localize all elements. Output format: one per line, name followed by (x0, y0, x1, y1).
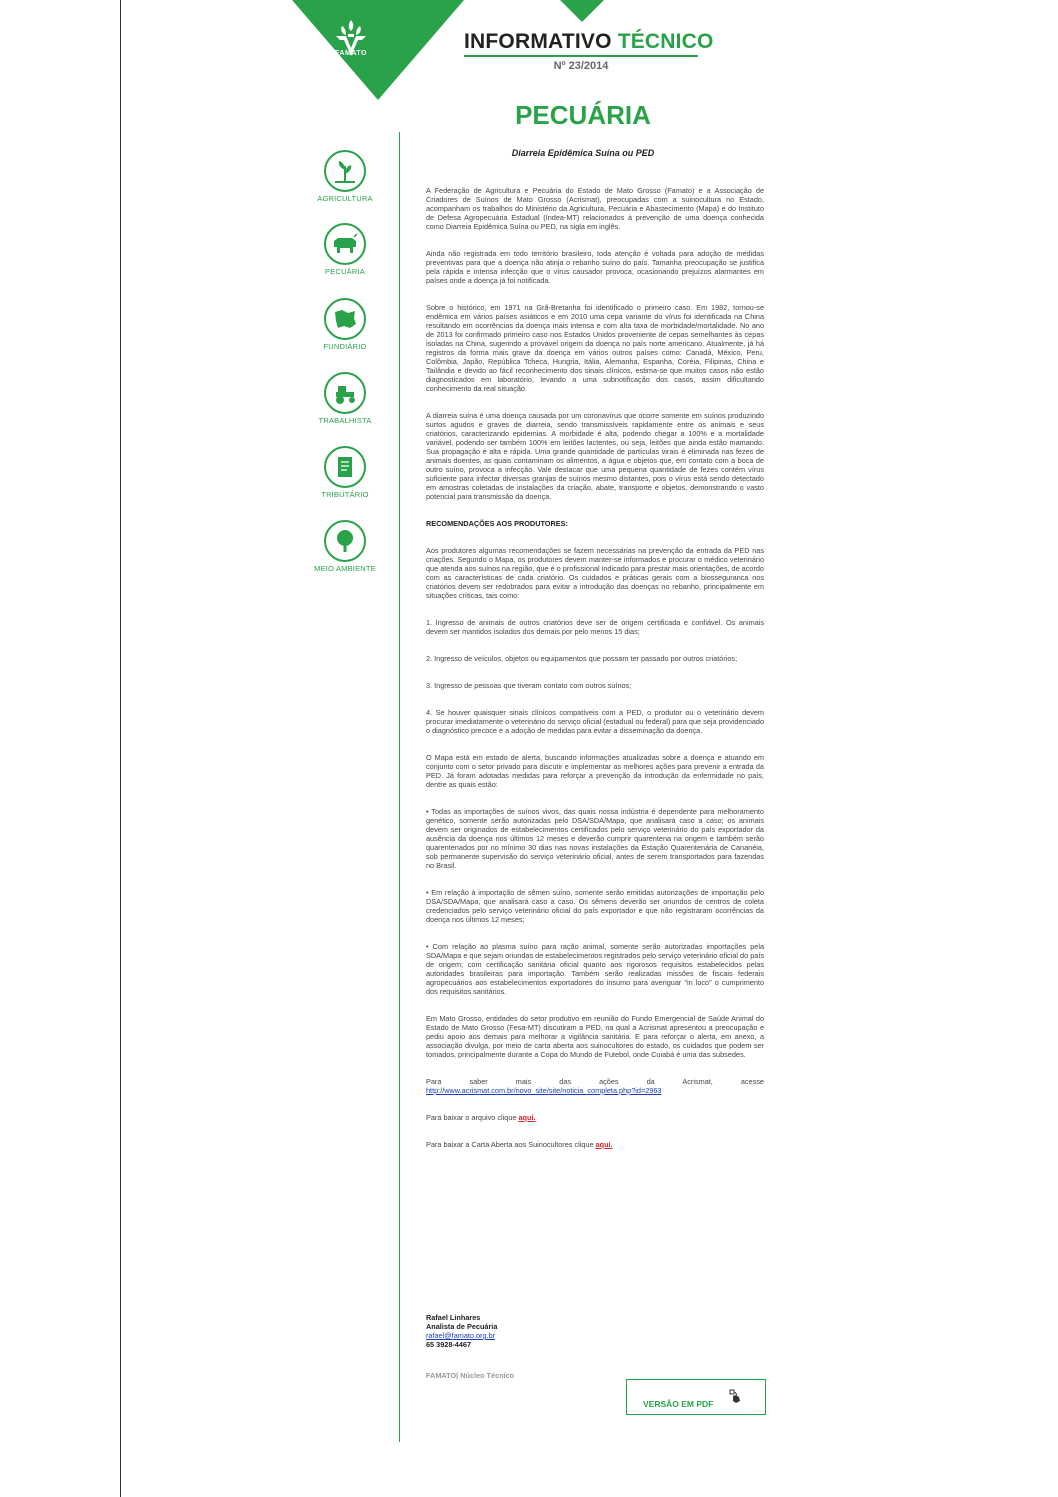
pdf-hand-icon (727, 1388, 743, 1404)
paragraph: O Mapa está em estado de alerta, buscando informações atualizadas sobre a doença e atuando em conjunto com o setor privado para discutir e implementar as melhores ações para prevenir a entrada da PED. Já foram adotadas medidas para reforçar a prevenção da introdução da enfermidade no país, dentre as quais estão: (426, 753, 764, 789)
list-item: 3. Ingresso de pessoas que tiveram contato com outros suínos; (426, 681, 632, 690)
sidebar-item-fundiario[interactable] (310, 298, 380, 351)
signature-block (426, 1313, 764, 1349)
article-body (426, 186, 764, 1167)
download-line (426, 1113, 764, 1122)
newsletter-title (464, 30, 714, 54)
author-role: Analista de Pecuária (426, 1322, 498, 1331)
paragraph: A diarreia suína é uma doença causada por um coronavírus que ocorre somente em suínos produzindo surtos agudos e graves de diarreia, sendo transmissíveis rapidamente entre os animais e seus criatórios, caracterizando epidemias. A morbidade é alta, podendo chegar a 100% e a mortalidade variável, podendo ser também 100% em leitões lactentes, ou seja, leitões que ainda estão mamando. Sua propagação é alta e rápida. Uma grande quantidade de partículas virais é eliminada nas fezes de animais doentes, as quais contaminam os alimentos, a água e objetos que, em contato com a boca de outro suíno, provoca a infecção. Vale destacar que uma pequena quantidade de fezes contém vírus suficiente para infectar diversas granjas de suínos mesmo distantes, pois o vírus está sendo detectado em amostras coletadas de instalações da criação, abate, transporte e objetos, demonstrando o vasto potencial para transmissão da doença. (426, 411, 764, 501)
page-left-border (120, 0, 121, 1497)
list-item: 4. Se houver quaisquer sinais clínicos compatíveis com a PED, o produtor ou o veterinário devem procurar imediatamente o veterinário do serviço oficial (estadual ou federal) para que seja providenciado o diagnóstico precoce e a adoção de medidas para evitar a disseminação da doença. (426, 708, 764, 735)
title-part2: TÉCNICO (617, 30, 714, 53)
content-divider (399, 132, 400, 1442)
bullet-item: • Todas as importações de suínos vivos, das quais nossa indústria é dependente para melhoramento genético, somente serão autorizadas pelo DSA/SDA/Mapa, que analisará caso a caso; os animais devem ser originados de estabelecimentos certificados pelo serviço veterinário do país exportador da ausência da doença nos últimos 12 meses e deverão cumprir quarentena na origem e também serão quarentenados por no mínimo 30 dias nas novas instalações da Estação Quarentenária de Cananéia, sob permanente supervisão do serviço veterinário oficial, antes de serem transportados para fazendas no Brasil. (426, 807, 764, 870)
sidebar-item-tributario[interactable] (310, 446, 380, 499)
download-letter-link[interactable]: aqui. (595, 1140, 613, 1149)
sidebar-item-label: PECUÁRIA (325, 267, 365, 276)
list-item: 1. Ingresso de animais de outros criatórios deve ser de origem certificada e confiável. Os animais devem ser mantidos isolados dos demais por pelo menos 15 dias; (426, 618, 764, 636)
download-line (426, 1140, 764, 1149)
bullet-item: • Em relação à importação de sêmen suíno, somente serão emitidas autorizações de importação pelo DSA/SDA/Mapa, que analisará caso a caso. Os sêmens deverão ser oriundos de centros de coleta credenciados pelo serviço veterinário oficial do país exportador e que não registraram ocorrências da doença nos últimos 12 meses; (426, 888, 764, 924)
author-email-link[interactable]: rafael@famato.org.br (426, 1331, 496, 1340)
article-subtitle: Diarreia Epidêmica Suína ou PED (511, 148, 655, 158)
sidebar-item-label: MEIO AMBIENTE (314, 564, 376, 573)
sidebar-item-label: TRIBUTÁRIO (321, 490, 369, 499)
sidebar-item-label: TRABALHISTA (318, 416, 372, 425)
paragraph: Em Mato Grosso, entidades do setor produtivo em reunião do Fundo Emergencial de Saúde Animal do Estado de Mato Grosso (Fesa-MT) discutiram a PED, na qual a Acrismat apresentou a preocupação e pediu apoio aos demais para melhorar a vigilância sanitária. E para reforçar o alerta, em anexo, a associação divulga, por meio de carta aberta aos suinocultores do estado, os cuidados que podem ser tomados, principalmente durante a Copa do Mundo de Futebol, onde Cuiabá é uma das subsedes. (426, 1014, 764, 1059)
acrismat-link[interactable]: http://www.acrismat.com.br/novo_site/site/noticia_completa.php?id=2963 (426, 1086, 662, 1095)
issue-number: Nº 23/2014 (553, 60, 609, 72)
sidebar-item-label: FUNDIÁRIO (323, 342, 367, 351)
paragraph: Ainda não registrada em todo território brasileiro, toda atenção é voltada para adoção de medidas preventivas para que a doença não atinja o rebanho suíno do país. Tamanha preocupação se justifica pela rápida e intensa infecção que o vírus causador provoca, ocasionando prejuízos alarmantes em países onde a doença já foi notificada. (426, 249, 764, 285)
sidebar-item-pecuaria[interactable] (310, 223, 380, 276)
tree-icon (324, 520, 366, 562)
document-icon (324, 446, 366, 488)
footer-note: FAMATO| Núcleo Técnico (426, 1371, 515, 1380)
map-icon (324, 298, 366, 340)
sidebar-item-trabalhista[interactable] (310, 372, 380, 425)
download-text: Para baixar a Carta Aberta aos Suinocultores clique (426, 1140, 594, 1149)
bullet-item: • Com relação ao plasma suíno para ração animal, somente serão autorizadas importações pela SDA/Mapa e que sejam oriundas de estabelecimentos registrados pelo serviço veterinário oficial do país de origem; com certificação sanitária oficial quanto aos rigorosos requisitos estabelecidos pelas autoridades brasileiras para importação. Também serão realizadas missões de fiscais federais agropecuários aos estabelecimentos exportadores do insumo para averiguar "in loco" o cumprimento dos requisitos sanitários. (426, 942, 764, 996)
sidebar-item-label: AGRICULTURA (317, 194, 373, 203)
list-item: 2. Ingresso de veículos, objetos ou equipamentos que possam ter passado por outros criatórios; (426, 654, 738, 663)
paragraph: A Federação de Agricultura e Pecuária do Estado de Mato Grosso (Famato) e a Associação de Criadores de Suínos de Mato Grosso (Acrismat), preocupadas com a suinocultura no Estado, acompanham os trabalhos do Ministério da Agricultura, Pecuária e Abastecimento (Mapa) e do Instituto de Defesa Agropecuária Estadual (Indea-MT) relacionados à prevenção de uma doença conhecida como Diarreia Epidêmica Suína ou PED, na sigla em inglês. (426, 186, 764, 231)
pdf-version-button[interactable] (626, 1379, 766, 1415)
author-phone: 65 3928-4467 (426, 1340, 472, 1349)
more-info-text: Para saber mais das ações da Acrismat, acesse (426, 1077, 764, 1086)
paragraph: Sobre o histórico, em 1971 na Grã-Bretanha foi identificado o primeiro caso. Em 1982, tornou-se endêmica em vários países asiáticos e em 2010 uma cepa variante do vírus foi identificada na China resultando em ocorrências da doença mais intensa e com alta taxa de morbidade/mortalidade. No ano de 2013 foi confirmado primeiro caso nos Estados Unidos proveniente de cepas semelhantes às cepas isoladas na China, sugerindo a provável origem da doença no país norte americano. Atualmente, já há registros da forma mais grave da doença em vários outros países como: Canadá, México, Peru, Colômbia, Japão, República Tcheca, Hungria, Itália, Alemanha, Espanha, Coréia, Filipinas, China e Tailândia e devido ao fácil reconhecimento dos sinais clínicos, estima-se que muitos casos não estão diagnosticados em laboratório, levando a uma subnotificação dos casos, assim dificultando conhecimento da real situação. (426, 303, 764, 393)
pdf-label: VERSÃO EM PDF (643, 1399, 714, 1409)
sidebar-item-agricultura[interactable] (310, 150, 380, 203)
header-underline (464, 55, 698, 57)
author-name: Rafael Linhares (426, 1313, 481, 1322)
header-accent-triangle (560, 0, 604, 22)
section-title: PECUÁRIA (515, 100, 651, 130)
plant-icon (324, 150, 366, 192)
logo-brand-text: FAMATO (335, 50, 367, 57)
more-info (426, 1077, 764, 1095)
paragraph: Aos produtores algumas recomendações se fazem necessárias na prevenção da entrada da PED nas criações. Segundo o Mapa, os produtores devem manter-se informados e procurar o médico veterinário que atenda aos suínos na região, que é o profissional indicado para prestar mais orientações, de acordo com as características de cada criatório. Os cuidados e práticas gerais com a biosseguranca nos criatórios devem ser redobrados para evitar a introdução das doenças no rebanho, principalmente em situações críticas, tais como: (426, 546, 764, 600)
download-file-link[interactable]: aqui. (518, 1113, 536, 1122)
title-part1: INFORMATIVO (464, 30, 612, 53)
cattle-icon (324, 223, 366, 265)
download-text: Para baixar o arquivo clique (426, 1113, 517, 1122)
tractor-icon (324, 372, 366, 414)
sidebar-item-meio-ambiente[interactable] (310, 520, 380, 573)
recommendations-heading: RECOMENDAÇÕES AOS PRODUTORES: (426, 519, 568, 528)
